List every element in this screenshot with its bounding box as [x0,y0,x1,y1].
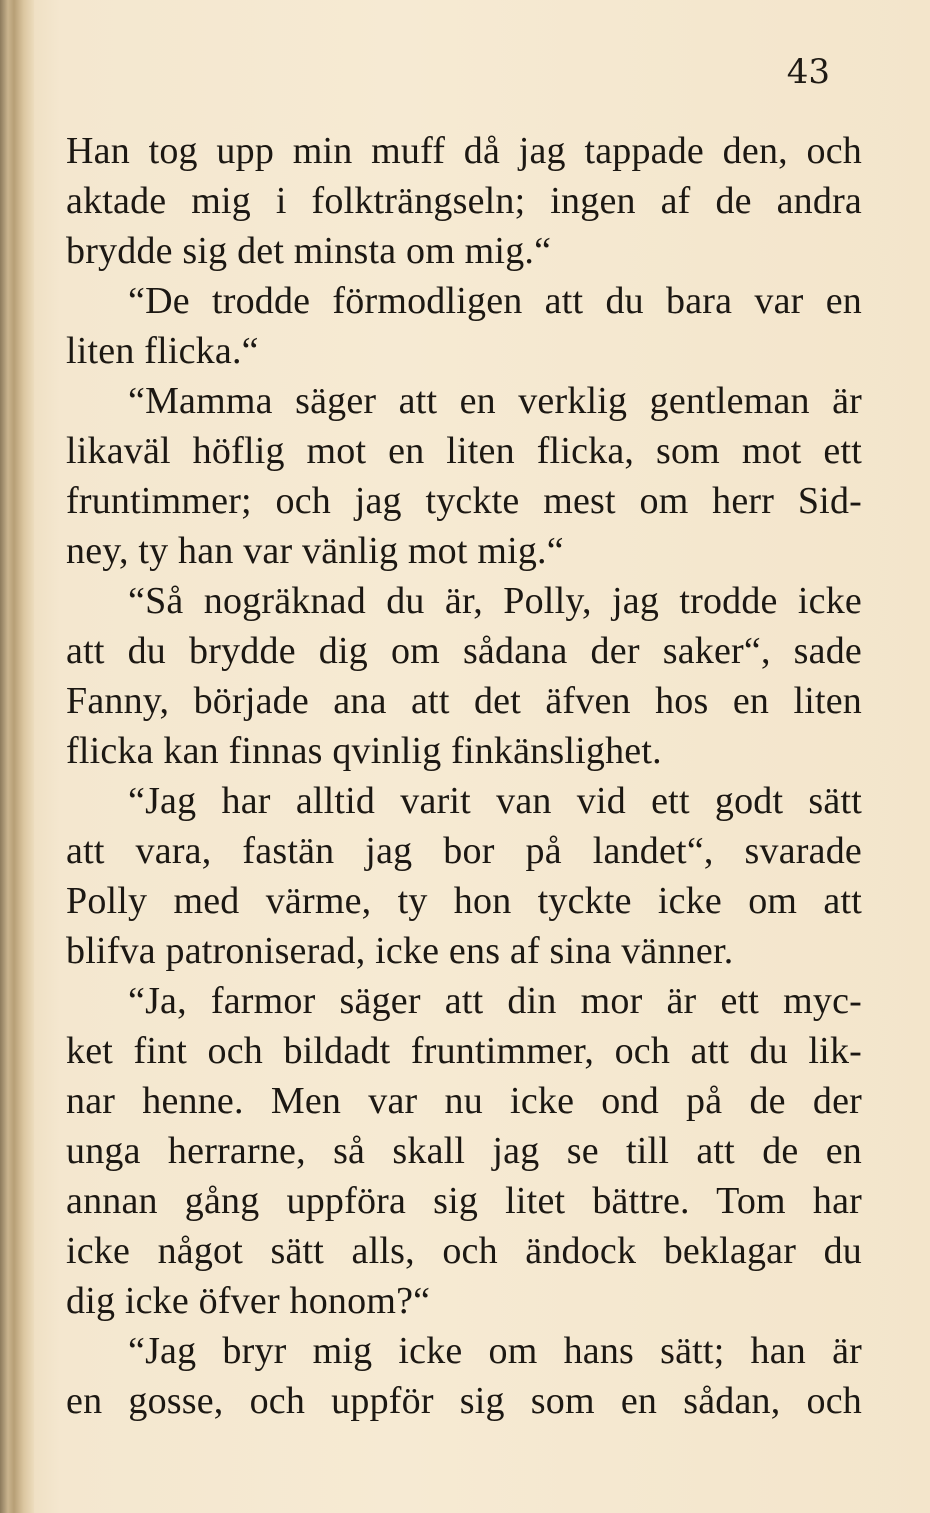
text-line: “Ja, farmor säger att din mor är ett myc- [128,980,862,1022]
text-line: brydde sig det minsta om mig.“ [66,230,552,272]
text-line: likaväl höflig mot en liten flicka, som mot ett [66,430,862,472]
text-line: icke något sätt alls, och ändock beklagar du [66,1230,862,1272]
text-line: “Mamma säger att en verklig gentleman är [128,380,862,422]
text-line: blifva patroniserad, icke ens af sina vänner. [66,930,734,972]
text-line: annan gång uppföra sig litet bättre. Tom har [66,1180,862,1222]
text-line: Polly med värme, ty hon tyckte icke om att [66,880,862,922]
text-line: “De trodde förmodligen att du bara var en [128,280,862,322]
text-line: unga herrarne, så skall jag se till att de en [66,1130,862,1172]
text-line: Fanny, började ana att det äfven hos en liten [66,680,862,722]
page-text [66,126,862,1426]
page-binding-edge [0,0,34,1513]
text-line: en gosse, och uppför sig som en sådan, och [66,1380,862,1422]
text-line: ket fint och bildadt fruntimmer, och att du lik- [66,1030,862,1072]
text-line: nar henne. Men var nu icke ond på de der [66,1080,862,1122]
text-line: att vara, fastän jag bor på landet“, svarade [66,830,862,872]
text-line: liten flicka.“ [66,330,259,372]
page-number: 43 [786,52,830,92]
text-line: att du brydde dig om sådana der saker“, sade [66,630,862,672]
text-line: “Jag bryr mig icke om hans sätt; han är [128,1330,862,1372]
text-line: aktade mig i folkträngseln; ingen af de andra [66,180,862,222]
text-line: dig icke öfver honom?“ [66,1280,431,1322]
text-line: flicka kan finnas qvinlig finkänslighet. [66,730,662,772]
text-line: ney, ty han var vänlig mot mig.“ [66,530,564,572]
text-line: “Så nogräknad du är, Polly, jag trodde icke [128,580,862,622]
text-line: “Jag har alltid varit van vid ett godt sätt [128,780,862,822]
text-line: Han tog upp min muff då jag tappade den, och [66,130,862,172]
text-line: fruntimmer; och jag tyckte mest om herr Sid- [66,480,862,522]
